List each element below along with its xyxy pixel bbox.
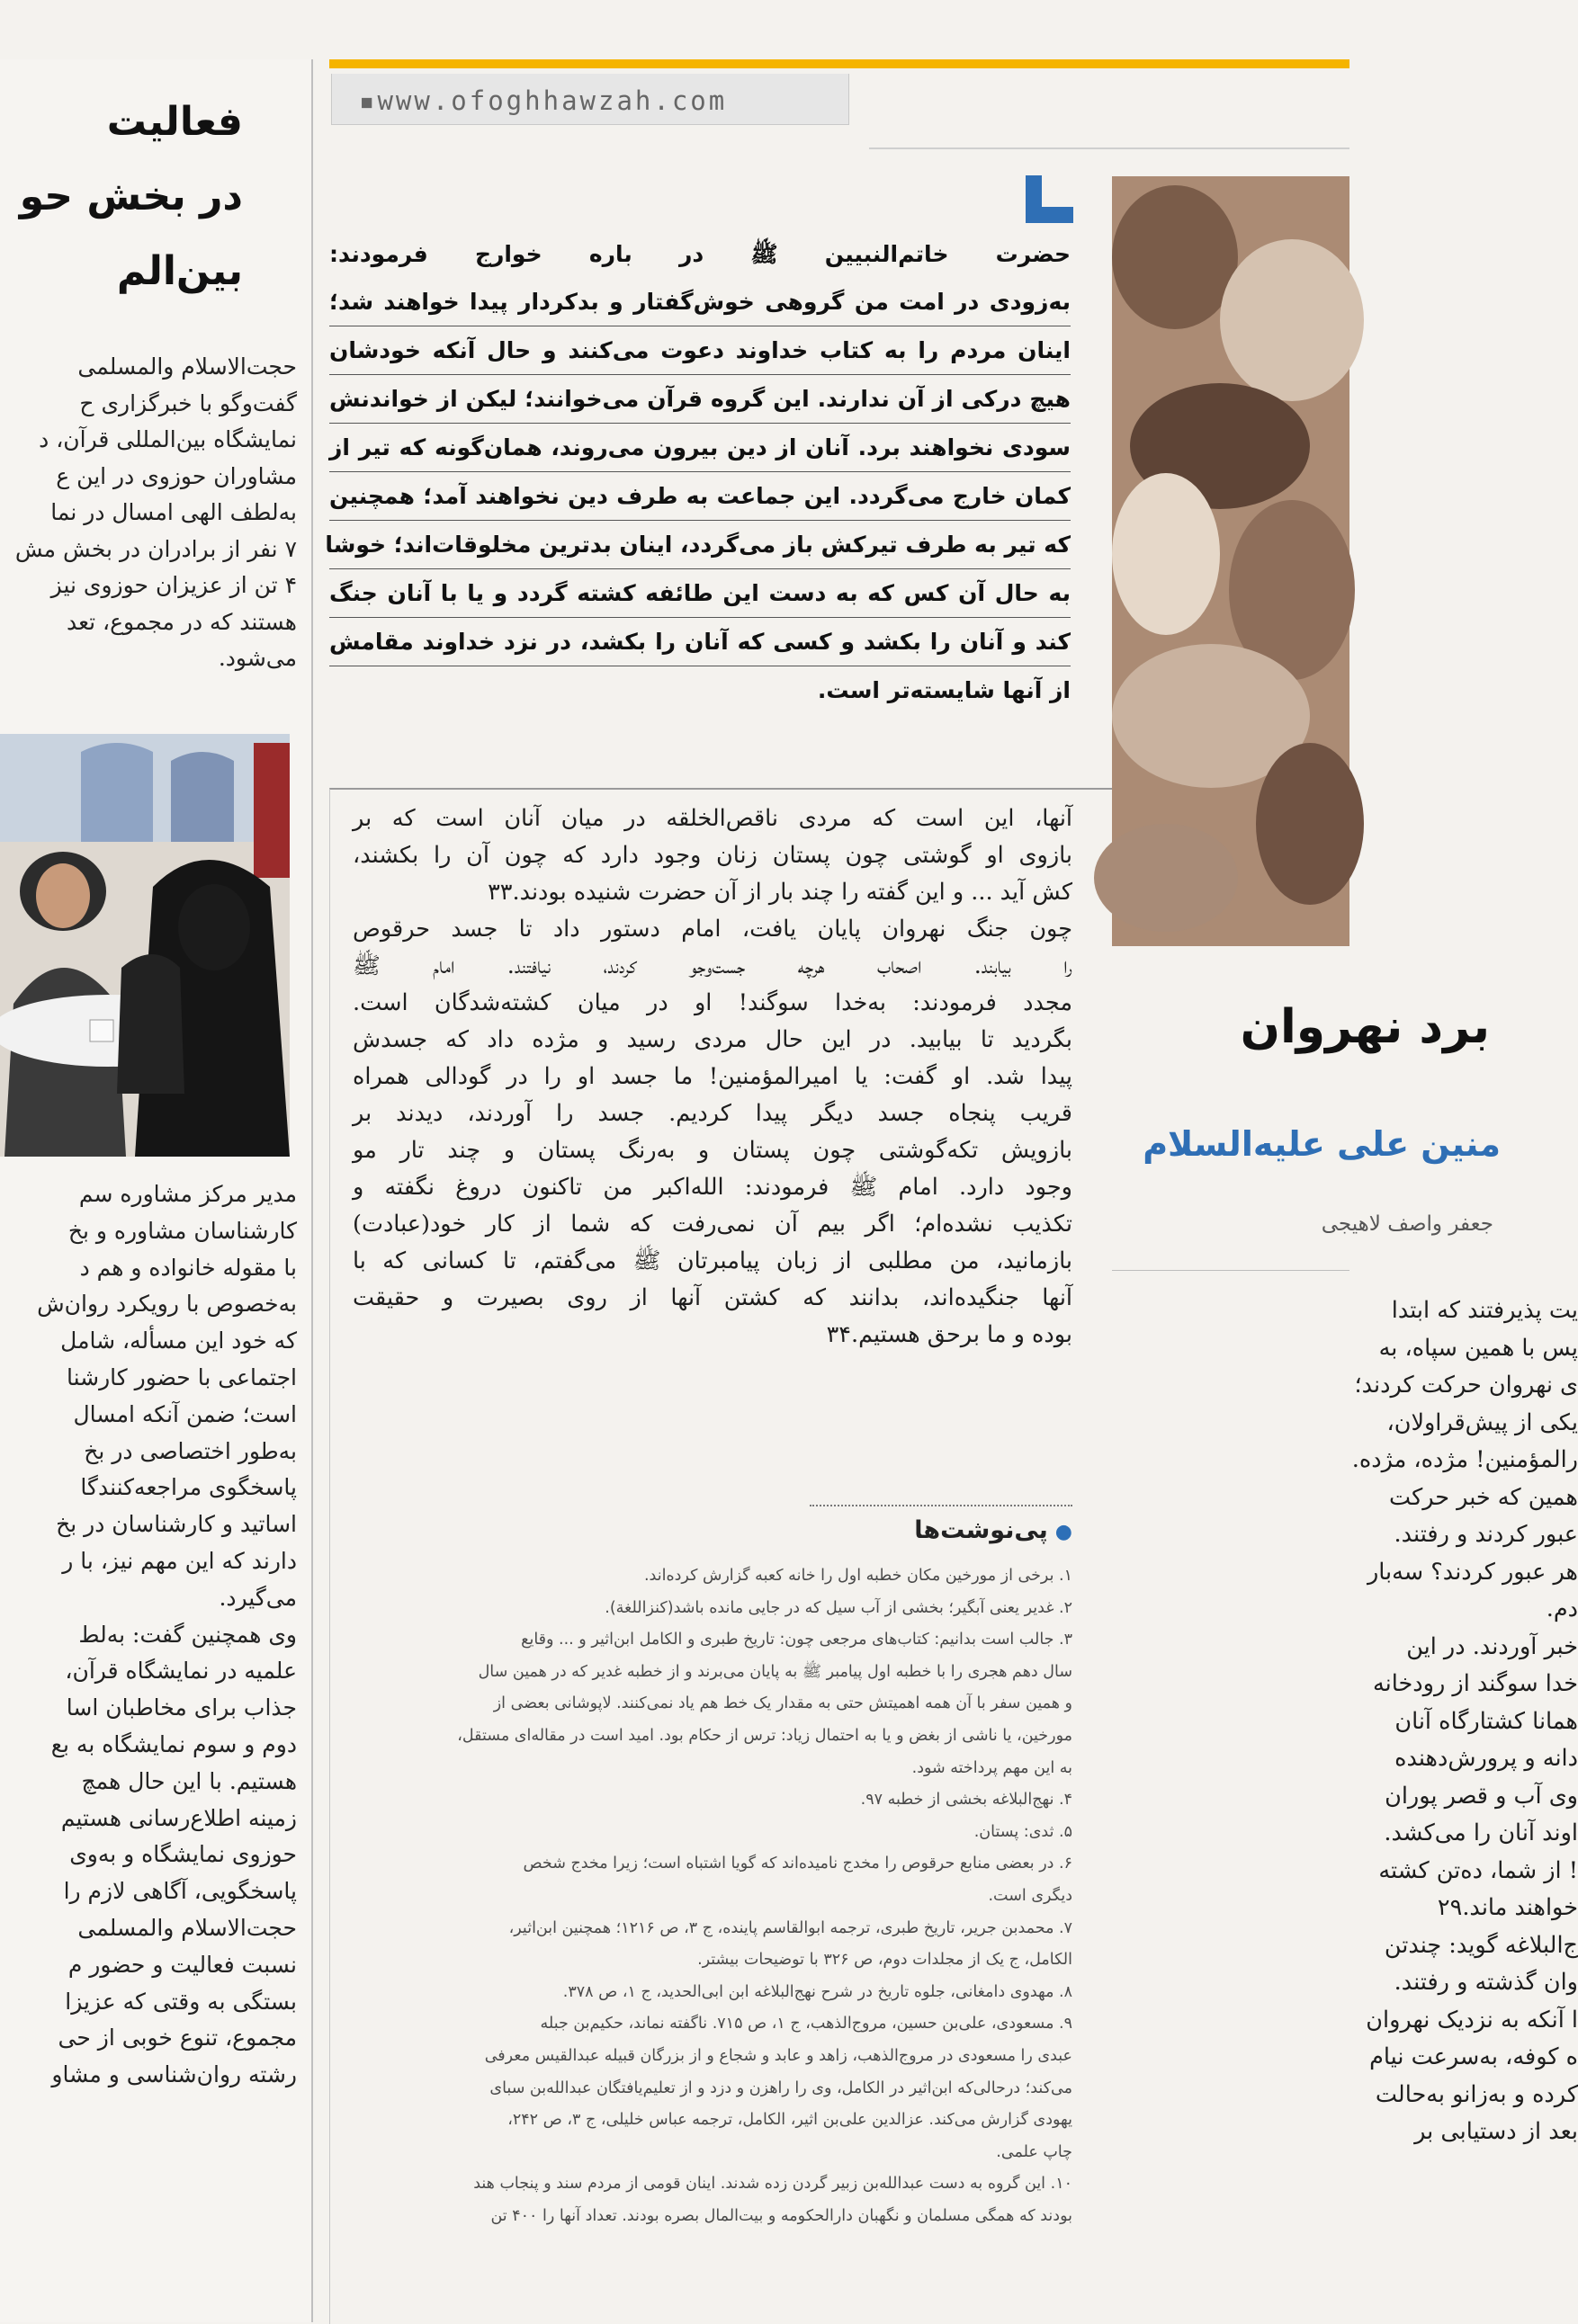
text-line: یکی از پیش‌قراولان، bbox=[1386, 1408, 1578, 1436]
text-line: با مقوله خانواده و هم د bbox=[79, 1254, 297, 1281]
text-line: به‌لطف الهی امسال در نما bbox=[50, 499, 297, 525]
hadith-quote bbox=[325, 230, 1071, 714]
text-line: اوند آنان را می‌کشد. bbox=[1384, 1819, 1578, 1846]
quote-line: به‌زودی در امت من گروهی خوش‌گفتار و بدکردار پیدا خواهند شد؛ bbox=[329, 278, 1071, 326]
body-line: بگردید تا بیابید. در این حال مردی رسید و مژده داد که جسدش bbox=[353, 1026, 1072, 1053]
nahrawan-photo bbox=[1112, 176, 1349, 946]
text-line: پس با همین سپاه، به bbox=[1378, 1334, 1578, 1362]
footnote-line: چاپ علمی. bbox=[996, 2142, 1072, 2161]
corner-bracket-icon bbox=[1026, 175, 1073, 223]
bullet-icon: ● bbox=[1054, 1521, 1072, 1543]
text-line: نمایشگاه بین‌المللی قرآن، د bbox=[39, 426, 297, 452]
text-line: هستیم. با این حال همچ bbox=[81, 1767, 297, 1794]
text-line: مشاوران حوزوی در این ع bbox=[56, 462, 297, 489]
text-line: دوم و سوم نمایشگاه به بع bbox=[50, 1730, 297, 1757]
footnote-line: به این مهم پرداخته شود. bbox=[911, 1758, 1072, 1777]
text-line: عبور کردند و رفتند. bbox=[1394, 1521, 1578, 1548]
text-line: نسبت فعالیت و حضور م bbox=[67, 1951, 297, 1978]
left-article-body bbox=[0, 1176, 297, 2094]
text-line: بستگی به وقتی که عزیزا bbox=[65, 1988, 297, 2015]
text-line: دم. bbox=[1546, 1596, 1578, 1622]
text-line: پاسخگویی، آگاهی لازم را bbox=[63, 1878, 297, 1905]
text-line: به‌خصوص با رویکرد روان‌ش bbox=[37, 1291, 297, 1318]
right-article-body bbox=[1110, 1292, 1578, 2151]
masthead-divider bbox=[869, 147, 1349, 149]
body-line: کش آید ... و این گفته را چند بار از آن حضرت شنیده بودند.۳۳ bbox=[488, 879, 1072, 906]
text-line: مجموع، تنوع خوبی از حی bbox=[58, 2025, 297, 2051]
footnote-line: بودند که همگی مسلمان و نگهبان دارالحکومه و بیت‌المال بصره بودند. تعداد آنها را ۴۰۰ تن bbox=[490, 2206, 1072, 2225]
body-line: قریب پنجاه جسد دیگر پیدا کردیم. جسد را آوردند، دیدند بر bbox=[353, 1100, 1072, 1127]
bullet-icon: ▪ bbox=[359, 85, 378, 116]
text-line: حجت‌الاسلام والمسلمی bbox=[77, 353, 297, 380]
accent-top-bar bbox=[329, 59, 1349, 68]
body-line: آنها، این است که مردی ناقص‌الخلقه در میان آنان است که بر bbox=[353, 805, 1072, 832]
text-line: مدیر مرکز مشاوره سم bbox=[78, 1181, 297, 1207]
text-line: اساتید و کارشناسان در بخ bbox=[56, 1511, 297, 1538]
text-line: حوزوی نمایشگاه و به‌وی bbox=[69, 1841, 297, 1868]
text-line: گفت‌وگو با خبرگزاری ح bbox=[79, 389, 297, 416]
text-line: خبر آوردند. در این bbox=[1406, 1632, 1578, 1660]
body-line: وجود دارد. امام ﷺ فرمودند: الله‌اکبر من تاکنون دروغ نگفته و bbox=[353, 1174, 1072, 1201]
site-url-box bbox=[331, 74, 849, 125]
footnotes-heading-text: پی‌نوشت‌ها bbox=[914, 1516, 1048, 1544]
text-line: دارند که این مهم نیز، با ر bbox=[62, 1547, 297, 1574]
text-line: ج‌البلاغه گوید: چندتن bbox=[1384, 1931, 1578, 1959]
text-line: وی آب و قصر پوران bbox=[1385, 1782, 1578, 1810]
footnote-line: ۱۰. این گروه به دست عبدالله‌بن زبیر گردن زده شدند. اینان قومی از مردم سند و پنجاب هند bbox=[473, 2175, 1072, 2194]
text-line: ! از شما، ده‌تن کشته bbox=[1378, 1856, 1578, 1884]
text-line: هر عبور کردند؟ سه‌بار bbox=[1367, 1558, 1578, 1586]
footnote-line: الکامل، ج یک از مجلدات دوم، ص ۳۲۶ با توضیحات بیشتر. bbox=[697, 1951, 1072, 1970]
footnote-line: ۸. مهدوی دامغانی، جلوه تاریخ در شرح نهج‌البلاغه ابن ابی‌الحدید، ج ۱، ص ۳۷۸. bbox=[562, 1982, 1072, 2001]
left-article-title bbox=[0, 85, 243, 308]
text-line: بعد از دستیابی بر bbox=[1414, 2118, 1578, 2145]
footnote-line: و همین سفر با آن همه اهمیتش حتی به مقدار یک خط هم یاد نمی‌کنند. لاپوشانی بعضی از bbox=[493, 1694, 1072, 1713]
footnote-line: عبدی را مسعودی در مروج‌الذهب، زاهد و عابد و شجاع و از بزرگان قبیله عبدالقیس معرفی bbox=[484, 2046, 1072, 2065]
footnote-line: ۷. محمدبن جریر، تاریخ طبری، ترجمه ابوالقاسم پاینده، ج ۳، ص ۱۲۱۶؛ همچنین ابن‌اثیر، bbox=[508, 1918, 1072, 1937]
body-line: پیدا شد. او گفت: یا امیرالمؤمنین! ما جسد او را در گودالی همراه bbox=[353, 1063, 1072, 1090]
text-line: هستند که در مجموع، تعد bbox=[66, 608, 297, 635]
article-body bbox=[353, 800, 1072, 1354]
footnote-line: دیگری است. bbox=[988, 1886, 1072, 1905]
exhibition-photo-illustration bbox=[0, 734, 290, 1157]
text-line: ی نهروان حرکت کردند؛ bbox=[1354, 1372, 1578, 1399]
quote-line: که تیر به طرف تیرکش باز می‌گردد، اینان بدترین مخلوقات‌اند؛ خوشا bbox=[329, 521, 1071, 569]
right-article-author: جعفر واصف لاهیجی bbox=[1321, 1212, 1493, 1236]
quote-line: از آنها شایسته‌تر است. bbox=[817, 677, 1071, 703]
footnotes-heading bbox=[810, 1516, 1072, 1544]
body-line: بازمانید، من مطلبی از زبان پیامبرتان ﷺ می‌گفتم، تا کسانی که با bbox=[353, 1247, 1072, 1274]
quote-line: کند و آنان را بکشد و کسی که آنان را بکشد، در نزد خداوند مقامش bbox=[329, 618, 1071, 666]
footnotes-list bbox=[351, 1560, 1072, 2232]
quote-line: به حال آن کس که به دست این طائفه کشته گردد و یا با آنان جنگ bbox=[329, 569, 1071, 618]
text-line: رشته روان‌شناسی و مشاو bbox=[51, 2061, 297, 2088]
footnote-line: ۳. جالب است بدانیم: کتاب‌های مرجعی چون: تاریخ طبری و الکامل ابن‌اثیر و ... وقایع bbox=[521, 1631, 1072, 1649]
text-line: پاسخگوی مراجعه‌کنندگا bbox=[80, 1474, 297, 1501]
body-line: بازویش تکه‌گوشتی چون پستان و به‌رنگ پستان و چند تار مو bbox=[353, 1137, 1072, 1164]
left-article-column bbox=[0, 59, 313, 2322]
footnote-line: مورخین، یا ناشی از بغض و یا به احتمال زیاد: ترس از حکام بود. امید است در مقاله‌ای مستقل، bbox=[457, 1726, 1072, 1745]
body-line: را بیابند. اصحاب هرچه جست‌وجو کردند، نیافتند. امام ﷺ bbox=[353, 952, 1072, 979]
footnote-line: سال دهم هجری را با خطبه اول پیامبر ﷺ به پایان می‌برند و از خطبه غدیر که در همین سال bbox=[478, 1662, 1072, 1681]
body-line: بازوی او گوشتی چون پستان زنان وجود دارد که چون آن را بکشند، bbox=[353, 842, 1072, 869]
body-line: بوده و ما برحق هستیم.۳۴ bbox=[826, 1321, 1072, 1348]
text-line: وان گذشته و رفتند. bbox=[1394, 1969, 1578, 1996]
body-line: تکذیب نشده‌ام؛ اگر بیم آن نمی‌رفت که شما از کار خود(عبادت) bbox=[353, 1211, 1072, 1238]
text-line: کرده و به‌زانو به‌حالت bbox=[1375, 2080, 1578, 2108]
footnote-line: یهودی گزارش می‌کند. عزالدین علی‌بن اثیر، الکامل، ترجمه عباس خلیلی، ج ۳، ص ۲۴۲، bbox=[507, 2111, 1072, 2130]
footnote-line: ۹. مسعودی، علی‌بن حسین، مروج‌الذهب، ج ۱، ص ۷۱۵. ناگفته نماند، حکیم‌بن جبله bbox=[540, 2015, 1072, 2033]
text-line: همانا کشتارگاه آنان bbox=[1394, 1707, 1578, 1735]
body-line: آنها جنگیده‌اند، بدانند که کشتن آنها از روی بصیرت و حقیقت bbox=[353, 1284, 1072, 1311]
text-line: به‌طور اختصاصی در بخ bbox=[84, 1437, 297, 1464]
left-title-line: بین‌الم bbox=[116, 248, 243, 294]
left-title-line: در بخش حو bbox=[19, 174, 243, 219]
text-line: اجتماعی با حضور کارشنا bbox=[66, 1363, 297, 1390]
footnote-line: ۶. در بعضی منابع حرقوص را مخدج نامیده‌اند که گویا اشتباه است؛ زیرا مخدج شخص bbox=[523, 1855, 1072, 1873]
text-line: زمینه اطلاع‌رسانی هستیم bbox=[60, 1804, 297, 1831]
exhibition-photo bbox=[0, 734, 290, 1157]
text-line: می‌گیرد. bbox=[219, 1584, 297, 1611]
body-line: چون جنگ نهروان پایان یافت، امام دستور داد تا جسد حرقوص bbox=[353, 916, 1072, 943]
footnote-line: ۲. غدیر یعنی آبگیر؛ بخشی از آب سیل که در جایی مانده باشد(کنزاللغة). bbox=[605, 1598, 1072, 1617]
quote-line: هیچ درکی از آن ندارند. این گروه قرآن می‌خوانند؛ لیکن از خواندنش bbox=[329, 375, 1071, 424]
text-line: حجت‌الاسلام والمسلمی bbox=[77, 1914, 297, 1941]
nahrawan-photo-illustration bbox=[1112, 176, 1349, 946]
footnote-line: ۱. برخی از مورخین مکان خطبه اول را خانه کعبه گزارش کرده‌اند. bbox=[643, 1567, 1072, 1585]
quote-line: سودی نخواهند برد. آنان از دین بیرون می‌روند، همان‌گونه که تیر از bbox=[329, 424, 1071, 472]
footnote-line: ۵. ثدی: پستان. bbox=[973, 1822, 1072, 1841]
text-line: دانه و پرورش‌دهنده bbox=[1394, 1745, 1578, 1772]
text-line: می‌شود. bbox=[218, 645, 297, 671]
footnote-line: می‌کند؛ درحالی‌که ابن‌اثیر در الکامل، وی را راهزن و دزد و از تعلیم‌یافتگان عبدالله‌بن سبای bbox=[489, 2078, 1072, 2097]
footnote-divider bbox=[810, 1505, 1072, 1506]
text-line: یت پذیرفتند که ابتدا bbox=[1391, 1297, 1578, 1324]
author-divider bbox=[1112, 1270, 1349, 1271]
text-line: است؛ ضمن آنکه امسال bbox=[73, 1400, 297, 1427]
body-line: مجدد فرمودند: به‌خدا سوگند! او در میان کشته‌شدگان است. bbox=[353, 989, 1072, 1016]
text-line: کارشناسان مشاوره و بخ bbox=[67, 1217, 297, 1244]
text-line: همین که خبر حرکت bbox=[1389, 1483, 1578, 1511]
quote-line: اینان مردم را به کتاب خداوند دعوت می‌کنند و حال آنکه خودشان bbox=[329, 326, 1071, 375]
right-article-subheading: منین علی علیه‌السلام bbox=[1143, 1124, 1501, 1164]
text-line: خواهند ماند.۲۹ bbox=[1437, 1894, 1578, 1921]
text-line: ا آنکه به نزدیک نهروان bbox=[1366, 2006, 1578, 2033]
left-article-intro bbox=[0, 349, 297, 677]
quote-line: حضرت خاتم‌النبیین ﷺ در باره خوارج فرمودند: bbox=[329, 241, 1071, 267]
text-line: خدا سوگند از رودخانه bbox=[1373, 1670, 1578, 1697]
text-line: ه کوفه، به‌سرعت نیام bbox=[1369, 2043, 1578, 2070]
text-line: علمیه در نمایشگاه قرآن، bbox=[65, 1658, 297, 1685]
right-article-headline: برد نهروان bbox=[1240, 1000, 1490, 1054]
footnote-line: ۴. نهج‌البلاغه بخشی از خطبه ۹۷. bbox=[860, 1791, 1072, 1810]
text-line: رالمؤمنین! مژده، مژده. bbox=[1351, 1446, 1578, 1473]
text-line: ۴ تن از عزیزان حوزوی نیز bbox=[50, 572, 297, 598]
text-line: وی همچنین گفت: به‌لط bbox=[78, 1621, 297, 1648]
site-url-text: www.ofoghhawzah.com bbox=[377, 85, 728, 116]
text-line: که خود این مسأله، شامل bbox=[60, 1327, 297, 1354]
left-title-line: فعالیت bbox=[106, 99, 243, 145]
quote-line: کمان خارج می‌گردد. این جماعت به طرف دین نخواهند آمد؛ همچنین bbox=[329, 472, 1071, 521]
text-line: جذاب برای مخاطبان اسا bbox=[66, 1694, 297, 1721]
text-line: ۷ نفر از برادران در بخش مش bbox=[14, 535, 297, 562]
site-url[interactable] bbox=[359, 85, 727, 116]
